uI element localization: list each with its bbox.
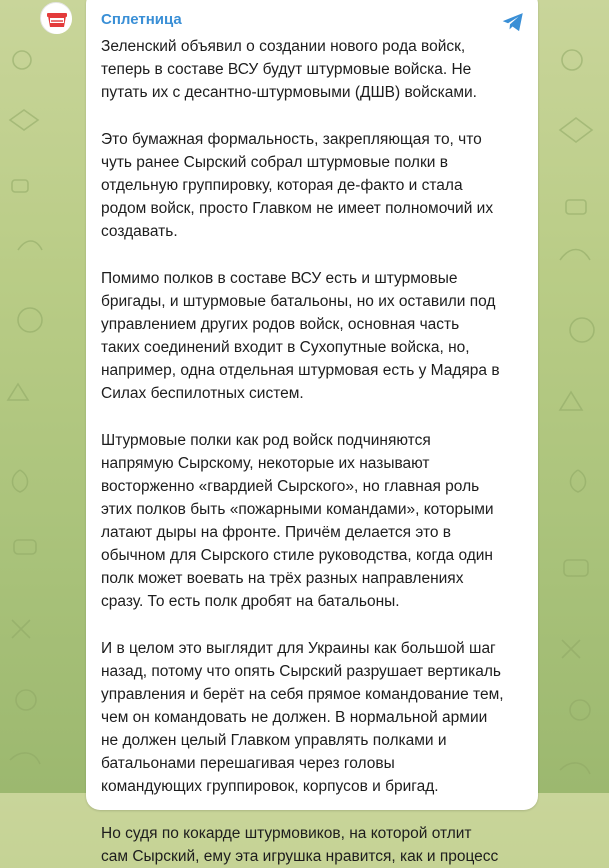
message-paragraph: Это бумажная формальность, закрепляющая то, что чуть ранее Сырский собрал штурмовые полки в отдельную группировку, которая де-факто и стала родом войск, просто Главком не имеет полномочий их создавать.: [101, 131, 494, 240]
message-paragraph: Штурмовые полки как род войск подчиняются напрямую Сырскому, некоторые их называют восторженно «гвардией Сырского», но главная роль этих полков быть «пожарными командами», которыми латают дыры на фронте. Причём делается это в обычном для Сырского стиле руководства, когда один полк может воевать на трёх разных направлениях сразу. То есть полк дробят на батальоны.: [101, 432, 494, 610]
channel-name[interactable]: Сплетница: [101, 11, 182, 28]
message-text: [101, 35, 524, 868]
share-button[interactable]: [500, 9, 526, 35]
channel-avatar[interactable]: [40, 2, 72, 34]
message-paragraph: Помимо полков в составе ВСУ есть и штурмовые бригады, и штурмовые батальоны, но их оставили под управлением других родов войск, основная часть таких соединений входит в Сухопутные войска, но, например, одна отдельная штурмовая есть у Мадяра в Силах беспилотных систем.: [101, 270, 500, 402]
message-paragraph: Зеленский объявил о создании нового рода войск, теперь в составе ВСУ будут штурмовые войска. Не путать их с десантно-штурмовыми (ДШВ) войсками.: [101, 38, 477, 101]
telegram-share-icon: [500, 9, 526, 35]
avatar-logo-icon: [41, 3, 73, 35]
message-bubble: [86, 0, 538, 865]
message-paragraph: И в целом это выглядит для Украины как большой шаг назад, потому что опять Сырский разрушает вертикаль управления и берёт на себя прямое командование тем, чем он командовать не должен. В нормальной армии не должен целый Главком управлять полками и батальонами перешагивая через головы командующих группировок, корпусов и бригад.: [101, 640, 504, 795]
message-paragraph: Но судя по кокарде штурмовиков, на которой отлит сам Сырский, ему эта игрушка нравится, как и процесс: [101, 825, 499, 865]
